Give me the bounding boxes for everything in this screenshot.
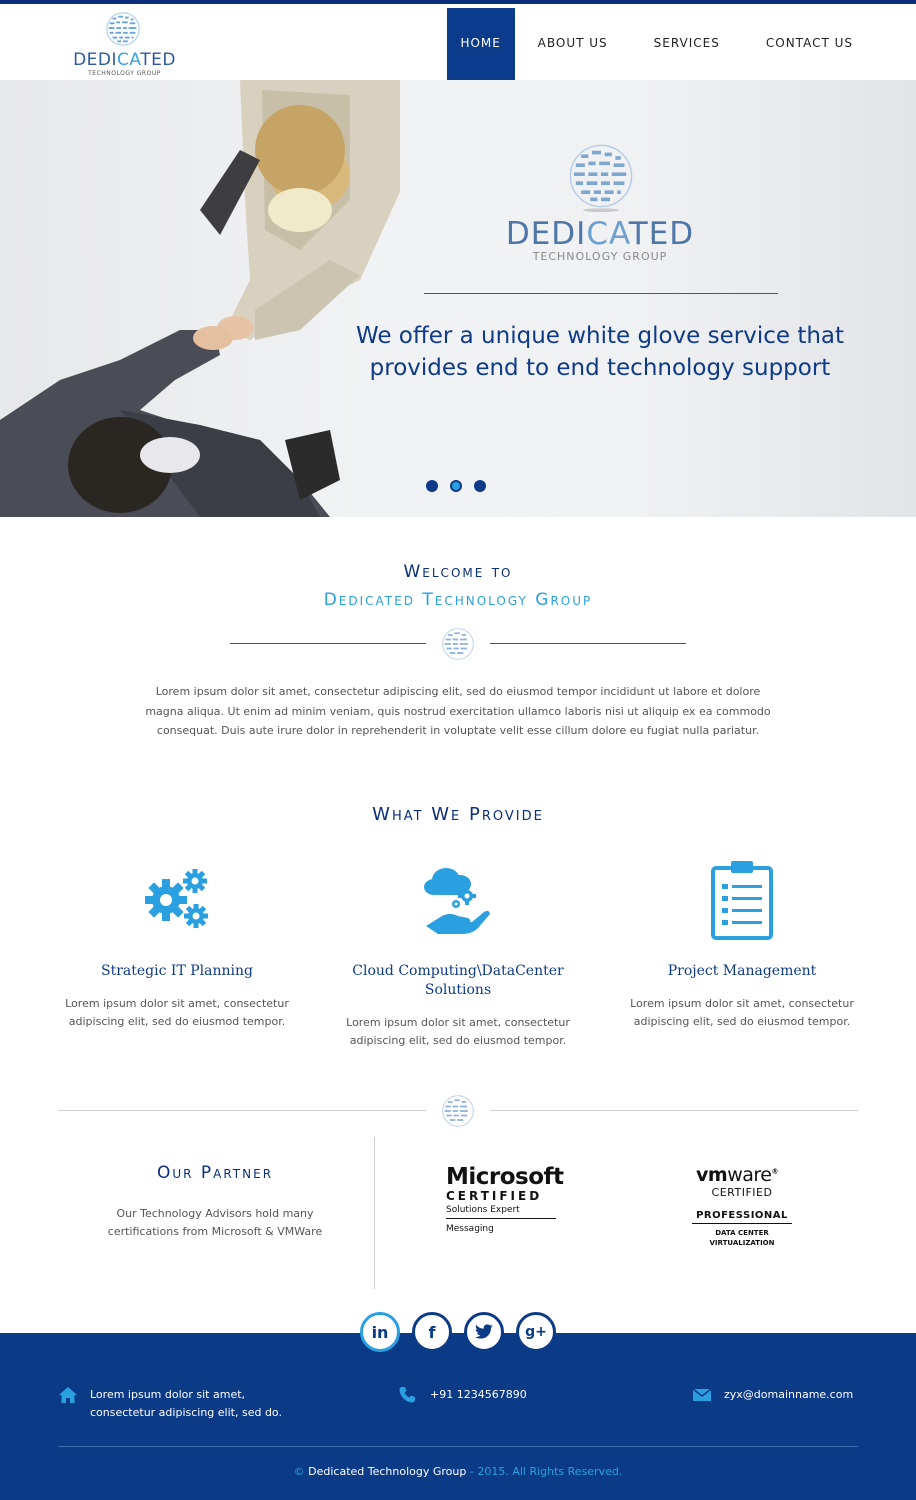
ms-brand: Microsoft [446,1164,564,1190]
service-desc: Lorem ipsum dolor sit amet, consectetur adipiscing elit, sed do eiusmod tempor. [65,997,289,1028]
slider-dots [426,480,486,492]
nav-home[interactable]: HOME [447,8,515,84]
microsoft-certified-badge [446,1164,564,1234]
vmware-track: DATA CENTER VIRTUALIZATION [709,1229,775,1247]
twitter-bird-glyph [474,1324,494,1340]
service-desc: Lorem ipsum dolor sit amet, consectetur adipiscing elit, sed do eiusmod tempor. [630,997,854,1028]
logo-wordmark: DEDICATED [73,50,176,70]
mail-icon [692,1386,712,1404]
section-divider-left [58,1110,426,1111]
footer-address-text: Lorem ipsum dolor sit amet, consectetur adipiscing elit, sed do. [90,1388,282,1419]
ms-certified: CERTIFIED [446,1189,543,1203]
ms-track: Messaging [446,1224,494,1234]
service-name: Project Management [667,963,817,979]
footer-divider [58,1446,858,1447]
nav-contact-us[interactable]: CONTACT US [765,36,853,50]
welcome-text: Lorem ipsum dolor sit amet, consectetur adipiscing elit, sed do eiusmod tempor incididunt ut labore et dolore magna aliqua. Ut enim ad minim veniam, quis nostrud exercitation ullamco laboris nisi ut aliquip ex ea commodo consequat. Duis aute irure dolor in reprehenderit in voluptate velit esse cillum dolore eu fugiat nulla pariatur. [145,685,771,737]
provide-title: What We Provide [372,804,544,825]
site-logo[interactable] [62,10,187,76]
partner-vertical-divider [374,1137,375,1289]
welcome-divider-left [230,643,426,644]
site-header [0,4,916,80]
twitter-icon[interactable] [464,1312,504,1352]
welcome-subtitle: Dedicated Technology Group [323,590,593,610]
globe-logo-icon [104,10,142,48]
logo-tagline: TECHNOLOGY GROUP [88,70,161,77]
welcome-divider-right [490,643,686,644]
globe-divider-icon [440,626,476,662]
hero-slider [0,80,916,517]
hero-tagline: We offer a unique white glove service that provides end to end technology support [355,323,845,381]
slider-dot-3[interactable] [474,480,486,492]
facebook-icon[interactable]: f [412,1312,452,1352]
clipboard-icon [704,860,780,940]
footer-phone-text: +91 1234567890 [430,1388,527,1401]
copyright: © Dedicated Technology Group - 2015. All Rights Reserved. [293,1465,623,1478]
vmware-certified: CERTIFIED [711,1186,773,1199]
hero-logo-tagline: TECHNOLOGY GROUP [532,250,668,263]
footer-email[interactable] [692,1386,853,1404]
service-card-strategic-it[interactable] [62,860,292,1030]
slider-dot-1[interactable] [426,480,438,492]
partner-title: Our Partner [156,1163,274,1183]
service-name: Cloud Computing\DataCenter Solutions [352,963,564,998]
service-card-cloud-computing[interactable] [343,860,573,1049]
partner-text: Our Technology Advisors hold many certifications from Microsoft & VMWare [107,1207,323,1238]
nav-services[interactable]: SERVICES [653,36,720,50]
handshake-photo [0,80,400,517]
vmware-level: PROFESSIONAL [692,1210,792,1224]
google-plus-icon[interactable]: g+ [516,1312,556,1352]
gears-icon [139,860,215,940]
linkedin-icon[interactable]: in [360,1312,400,1352]
footer-phone[interactable] [398,1386,527,1404]
main-nav [447,8,876,84]
home-icon [58,1386,78,1404]
service-card-project-management[interactable] [627,860,857,1030]
service-name: Strategic IT Planning [101,963,253,979]
vmware-certified-badge [692,1164,792,1248]
vmware-brand: vmware® [696,1164,778,1186]
nav-about-us[interactable]: ABOUT US [537,36,608,50]
phone-icon [398,1386,418,1404]
footer-address [58,1386,282,1422]
hero-logo [470,140,730,270]
ms-level: Solutions Expert [446,1205,556,1219]
globe-divider-icon [440,1093,476,1129]
footer-email-text: zyx@domainname.com [724,1388,854,1401]
cloud-hand-icon [420,860,496,940]
section-divider-right [490,1110,858,1111]
slider-dot-2[interactable] [450,480,462,492]
hero-wordmark: DEDICATED [505,216,695,252]
globe-logo-icon [565,140,637,212]
welcome-title: Welcome to [403,562,513,582]
service-desc: Lorem ipsum dolor sit amet, consectetur adipiscing elit, sed do eiusmod tempor. [346,1016,570,1047]
hero-divider [424,293,778,294]
